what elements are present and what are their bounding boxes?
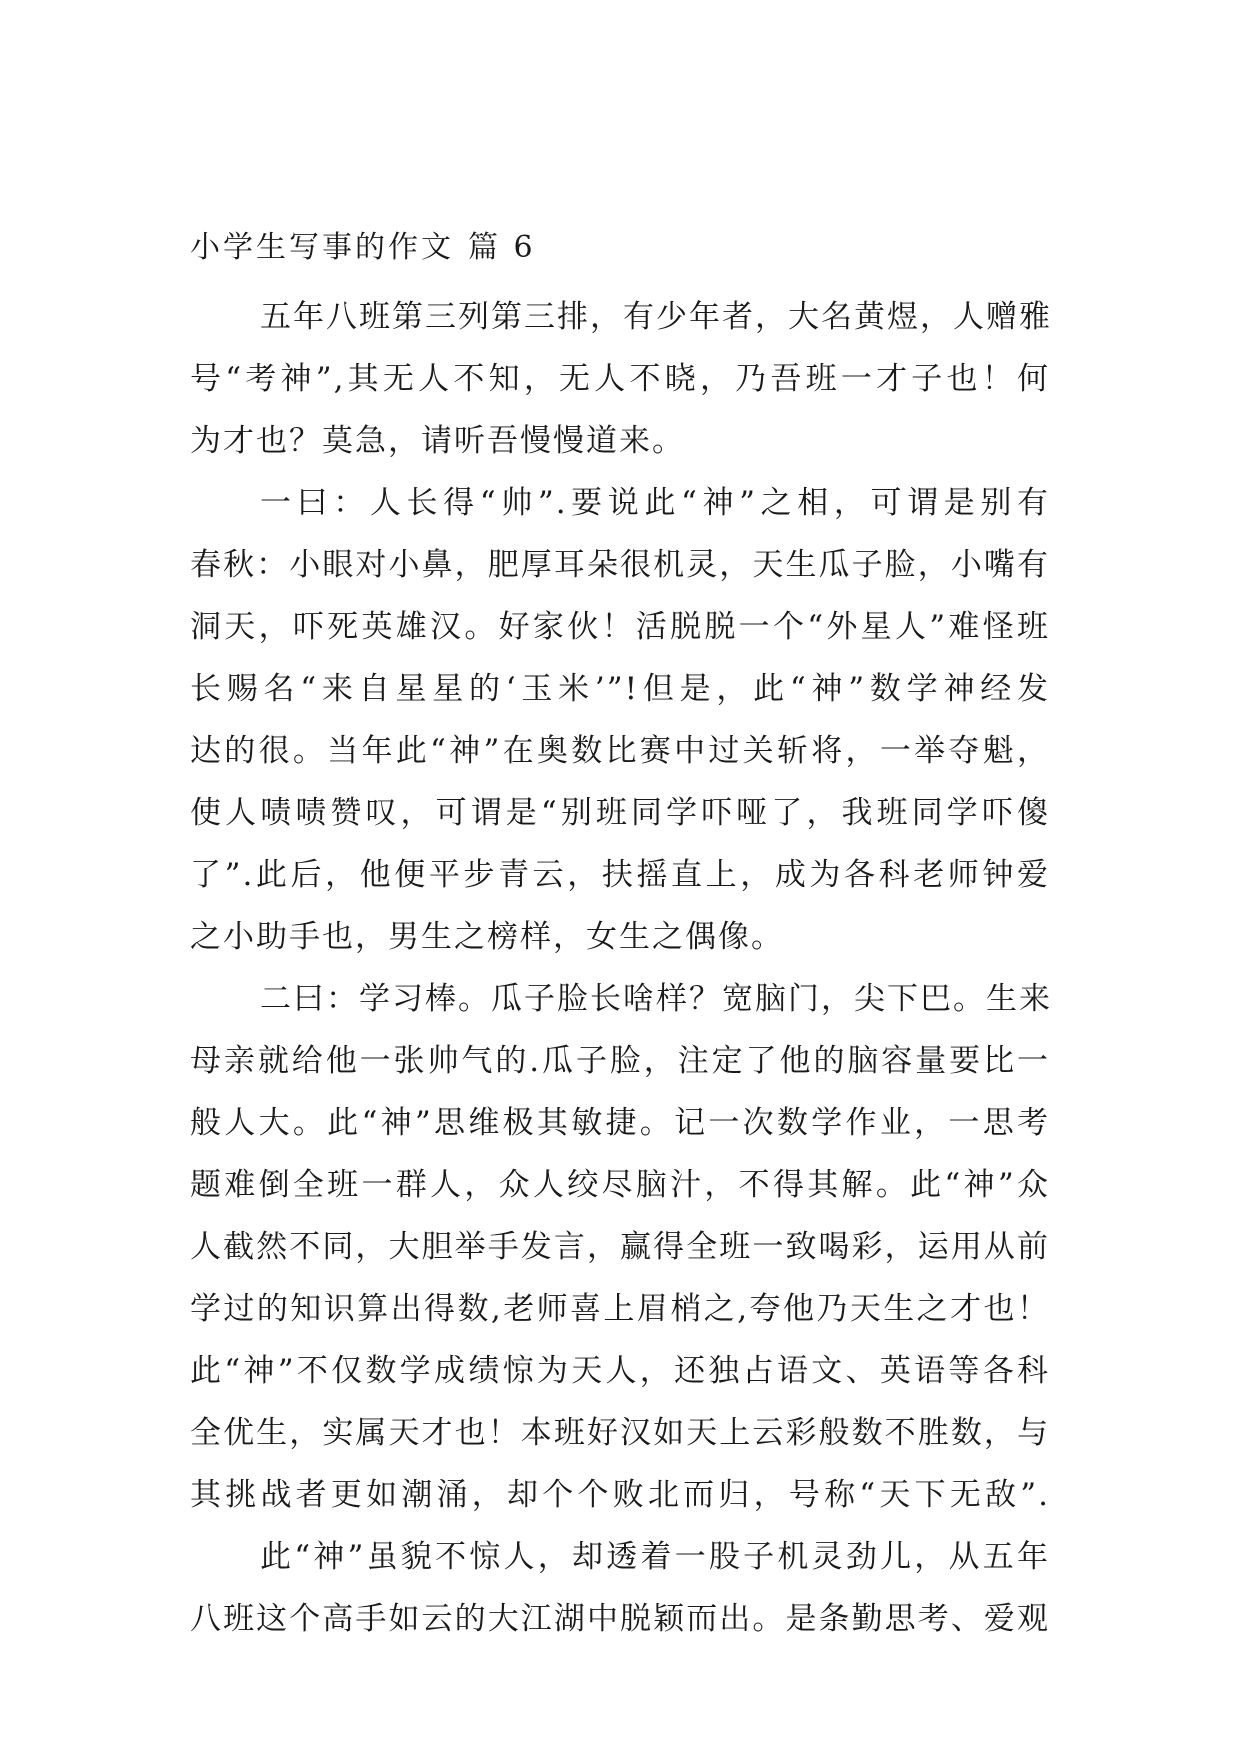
text-line: 此“神”虽貌不惊人，却透着一股子机灵劲儿，从五年 [260,1539,1050,1575]
title-suffix: 篇 6 [468,230,536,265]
document-title [190,228,536,268]
text-line: 一曰：人长得“帅”.要说此“神”之相，可谓是别有 [260,485,1050,521]
text-line: 全优生，实属天才也！本班好汉如天上云彩般数不胜数，与 [190,1415,1050,1451]
text-line: 此“神”不仅数学成绩惊为天人，还独占语文、英语等各科 [190,1353,1050,1389]
text-line: 了”.此后，他便平步青云，扶摇直上，成为各科老师钟爱 [190,857,1050,893]
text-line: 达的很。当年此“神”在奥数比赛中过关斩将，一举夺魁， [190,733,1050,769]
text-line: 长赐名“来自星星的‘玉米’”!但是，此“神”数学神经发 [190,671,1050,707]
text-line: 母亲就给他一张帅气的.瓜子脸，注定了他的脑容量要比一 [190,1043,1050,1079]
text-line: 使人啧啧赞叹，可谓是“别班同学吓哑了，我班同学吓傻 [190,795,1050,831]
text-line: 其挑战者更如潮涌，却个个败北而归，号称“天下无敌”. [190,1477,1050,1513]
text-line: 题难倒全班一群人，众人绞尽脑汁，不得其解。此“神”众 [190,1167,1050,1203]
text-line: 二曰：学习棒。瓜子脸长啥样？宽脑门，尖下巴。生来 [260,981,1052,1017]
text-line: 五年八班第三列第三排，有少年者，大名黄煜，人赠雅 [260,299,1052,335]
text-line: 洞天，吓死英雄汉。好家伙！活脱脱一个“外星人”难怪班 [190,609,1050,645]
text-line: 人截然不同，大胆举手发言，赢得全班一致喝彩，运用从前 [190,1229,1050,1265]
text-line: 为才也？莫急，请听吾慢慢道来。 [190,423,685,459]
text-line: 般人大。此“神”思维极其敏捷。记一次数学作业，一思考 [190,1105,1050,1141]
document-body [190,286,1050,1650]
text-line: 八班这个高手如云的大江湖中脱颖而出。是条勤思考、爱观 [190,1601,1050,1637]
text-line: 之小助手也，男生之榜样，女生之偶像。 [190,919,784,955]
title-text: 小学生写事的作文 [190,230,454,265]
text-line: 号“考神”,其无人不知，无人不晓，乃吾班一才子也！何 [190,361,1050,397]
text-line: 春秋：小眼对小鼻，肥厚耳朵很机灵，天生瓜子脸，小嘴有 [190,547,1050,583]
text-line: 学过的知识算出得数,老师喜上眉梢之,夸他乃天生之才也！ [190,1291,1050,1327]
